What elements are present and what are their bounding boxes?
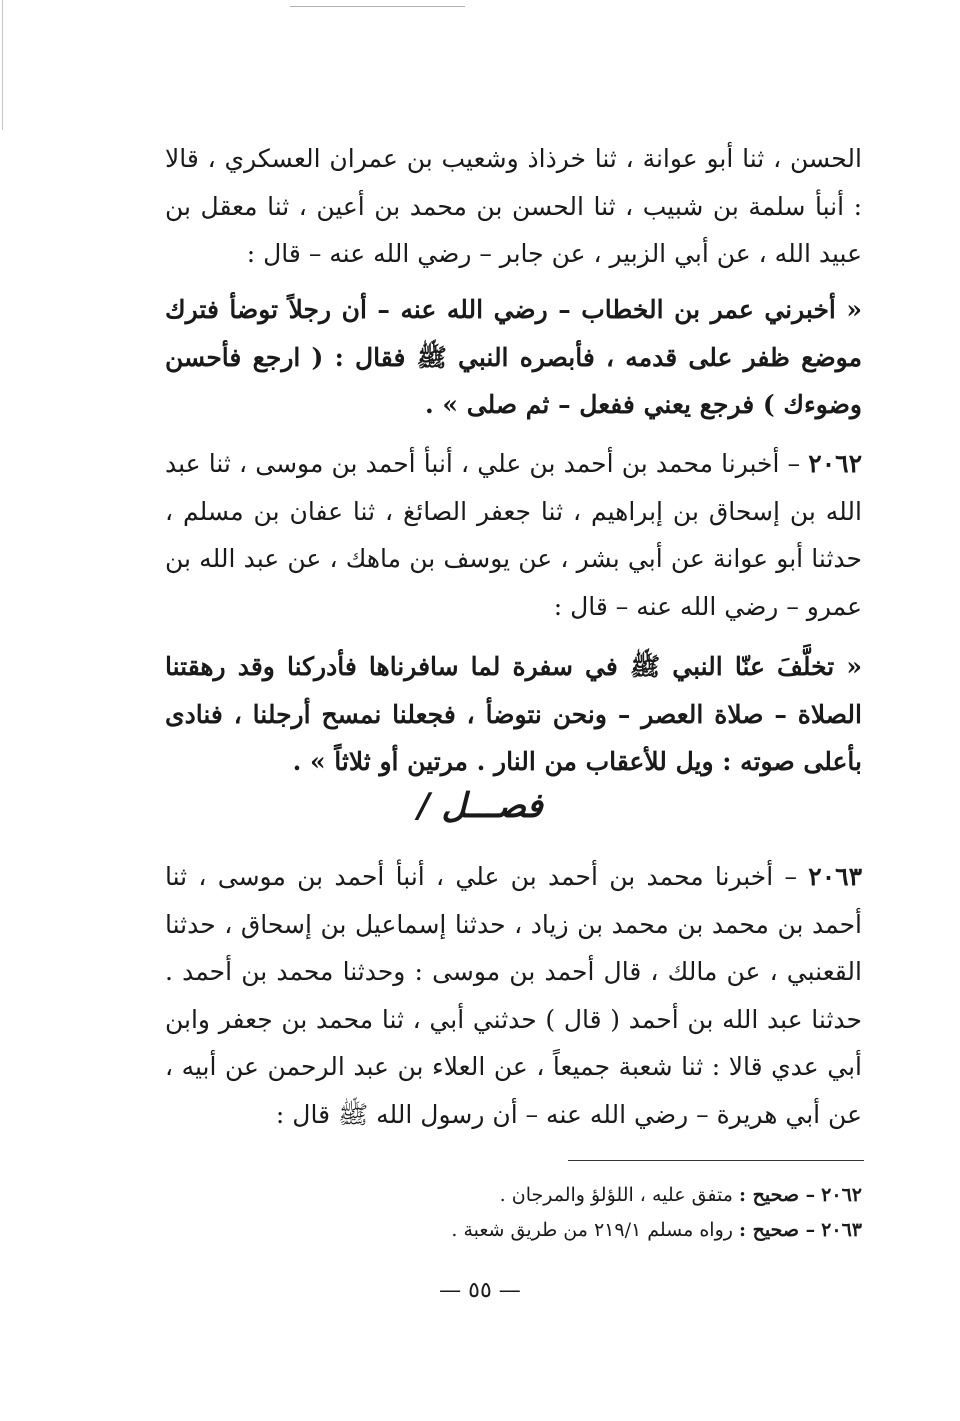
- hadith-chain-paragraph: [165, 135, 862, 278]
- footnote-text: رواه مسلم ٢١٩/١ من طريق شعبة .: [451, 1219, 733, 1241]
- footnote-text: متفق عليه ، اللؤلؤ والمرجان .: [499, 1184, 733, 1206]
- footnote-item: [300, 1178, 862, 1213]
- footnote-number: ٢٠٦٢: [821, 1184, 862, 1206]
- footnotes: [300, 1178, 862, 1248]
- footnote-number: ٢٠٦٣: [821, 1219, 862, 1241]
- section-heading: فصـــل /: [417, 786, 543, 826]
- hadith-number: ٢٠٦٣: [808, 862, 862, 891]
- footnote-item: [300, 1213, 862, 1248]
- hadith-text-paragraph: [165, 286, 862, 429]
- footnote-grade: – صحيح :: [738, 1219, 816, 1241]
- paragraph-text: – أخبرنا محمد بن أحمد بن علي ، أنبأ أحمد بن موسى ، ثنا عبد الله بن إسحاق بن إبراهيم ، ثنا جعفر الصائغ ، ثنا عفان بن مسلم ، حدثنا أبو عوانة عن أبي بشر ، عن يوسف بن ماهك ، عن عبد الله بن عمرو – رضي الله عنه – قال :: [165, 449, 862, 621]
- hadith-2062-text: [165, 643, 862, 786]
- paragraph-text: « تخلَّفَ عنّا النبي ﷺ في سفرة لما سافرناها فأدركنا وقد رهقتنا الصلاة – صلاة العصر – ونحن نتوضأ ، فجعلنا نمسح أرجلنا ، فنادى بأعلى صوته : ويل للأعقاب من النار . مرتين أو ثلاثاً » .: [165, 652, 862, 776]
- page-number: — ٥٥ —: [439, 1278, 521, 1303]
- hadith-2062-chain: [165, 440, 862, 630]
- hadith-number: ٢٠٦٢: [808, 449, 862, 478]
- scan-margin-line: [2, 0, 3, 130]
- hadith-2063-chain: [165, 853, 862, 1138]
- paragraph-text: – أخبرنا محمد بن أحمد بن علي ، أنبأ أحمد بن موسى ، ثنا أحمد بن محمد بن محمد بن زياد ، حدثنا إسماعيل بن إسحاق ، حدثنا القعنبي ، عن مالك ، قال أحمد بن موسى : وحدثنا محمد بن أحمد . حدثنا عبد الله بن أحمد ( قال ) حدثني أبي ، ثنا محمد بن جعفر وابن أبي عدي قالا : ثنا شعبة جميعاً ، عن العلاء بن عبد الرحمن عن أبيه ، عن أبي هريرة – رضي الله عنه – أن رسول الله ﷺ قال :: [165, 862, 862, 1129]
- footnote-grade: – صحيح :: [738, 1184, 816, 1206]
- scan-edge-line: [290, 6, 465, 7]
- paragraph-text: الحسن ، ثنا أبو عوانة ، ثنا خرذاذ وشعيب بن عمران العسكري ، قالا : أنبأ سلمة بن شبيب ، ثنا الحسن بن محمد بن أعين ، ثنا معقل بن عبيد الله ، عن أبي الزبير ، عن جابر – رضي الله عنه – قال :: [165, 144, 862, 268]
- footnote-divider: [568, 1160, 864, 1161]
- paragraph-text: « أخبرني عمر بن الخطاب – رضي الله عنه – أن رجلاً توضأ فترك موضع ظفر على قدمه ، فأبصره النبي ﷺ فقال : ( ارجع فأحسن وضوءك ) فرجع يعني ففعل – ثم صلى » .: [165, 295, 862, 419]
